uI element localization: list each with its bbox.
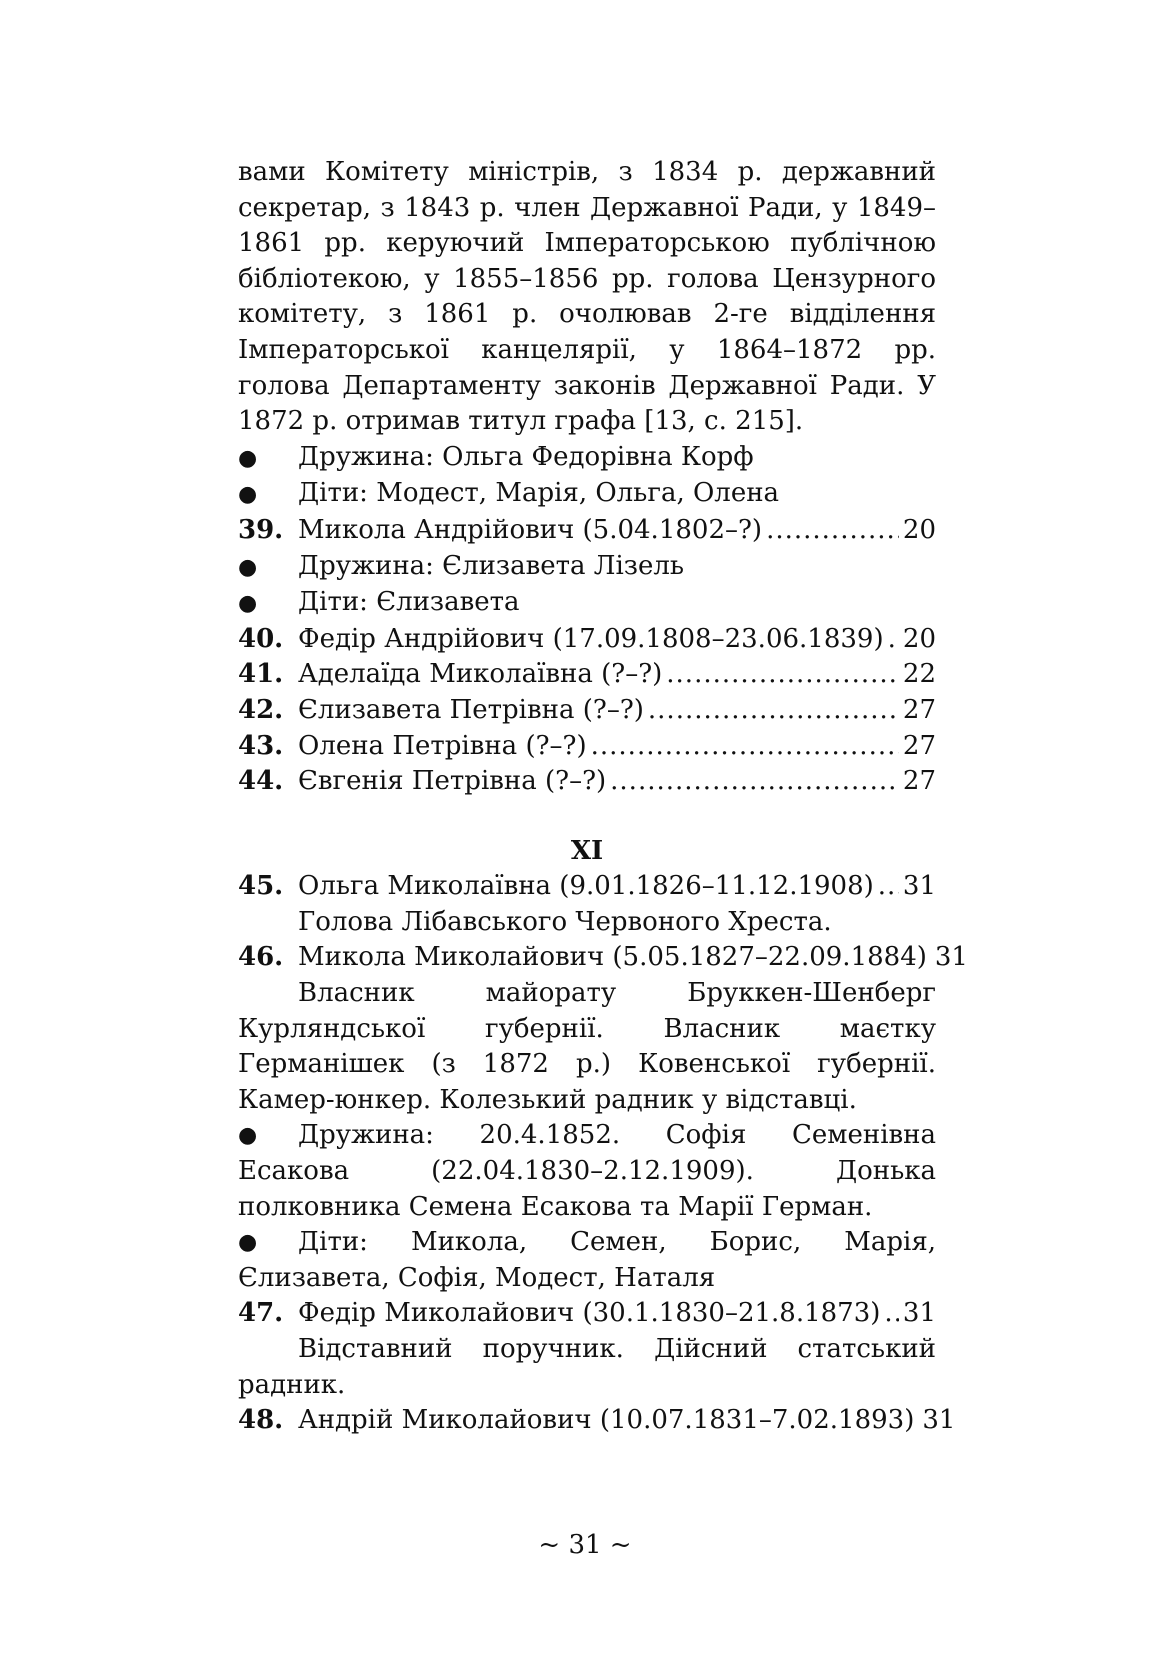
toc-entry: 43. Олена Петрівна (?–?) ..... 27 bbox=[238, 729, 936, 765]
bullet-icon: ● bbox=[238, 482, 258, 508]
leader-dots bbox=[648, 693, 899, 729]
bullet-icon: ● bbox=[238, 1230, 258, 1256]
bullet-icon: ● bbox=[238, 1123, 258, 1149]
toc-entry: 48. Андрій Миколайович (10.07.1831–7.02.1893) 31 bbox=[238, 1403, 936, 1439]
toc-entry: 42. Єлизавета Петрівна (?–?) ..... 27 bbox=[238, 693, 936, 729]
entry-description: Відставний поручник. Дійсний статський радник. bbox=[238, 1334, 936, 1400]
list-item: ● Дружина: 20.4.1852. Софія Семенівна Есакова (22.04.1830–2.12.1909). Донька полковника Семена Есакова та Марії Герман. bbox=[238, 1120, 936, 1222]
intro-paragraph: вами Комітету міністрів, з 1834 р. державний секретар, з 1843 р. член Державної Ради, у 1849–1861 рр. керуючий Імператорською публічною бібліотекою, у 1855–1856 рр. голова Цензурного комітету, з 1861 р. очолював 2-ге відділення Імператорської канцелярії, у 1864–1872 рр. голова Департаменту законів Державної Ради. У 1872 р. отримав титул графа [13, с. 215]. bbox=[238, 157, 936, 437]
page-ref: 31 bbox=[934, 942, 968, 973]
page-number: ~ 31 ~ bbox=[538, 1530, 632, 1560]
bullet-icon: ● bbox=[238, 445, 258, 471]
entry-description: Голова Лібавського Червоного Хреста. bbox=[298, 906, 832, 937]
toc-entry: 41. Аделаїда Миколаївна (?–?) ..... 22 bbox=[238, 657, 936, 693]
leader-dots bbox=[884, 1296, 898, 1332]
leader-dots bbox=[888, 622, 899, 658]
page-ref: 20 bbox=[902, 623, 936, 654]
page-ref: 22 bbox=[902, 659, 936, 690]
toc-entry: 39. Микола Андрійович (5.04.1802–?) ..... 20 bbox=[238, 513, 936, 549]
toc-entry: 44. Євгенія Петрівна (?–?) ..... 27 bbox=[238, 764, 936, 800]
list-item: ● Дружина: Єлизавета Лізель bbox=[238, 549, 936, 586]
list-item: ● Діти: Микола, Семен, Борис, Марія, Єлизавета, Софія, Модест, Наталя bbox=[238, 1227, 936, 1293]
list-item: ● Дружина: Ольга Федорівна Корф bbox=[238, 440, 936, 477]
leader-dots bbox=[610, 764, 899, 800]
list-item: ● Діти: Модест, Марія, Ольга, Олена bbox=[238, 476, 936, 513]
toc-entry: 46. Микола Миколайович (5.05.1827–22.09.1884) 31 bbox=[238, 940, 936, 976]
page-ref: 20 bbox=[902, 514, 936, 545]
toc-entry: 47. Федір Миколайович (30.1.1830–21.8.1873) ..... 31 bbox=[238, 1296, 936, 1332]
section-heading: XI bbox=[570, 835, 604, 866]
toc-entry: 45. Ольга Миколаївна (9.01.1826–11.12.1908) ..... 31 bbox=[238, 869, 936, 905]
bullet-icon: ● bbox=[238, 554, 258, 580]
page-ref: 31 bbox=[902, 871, 936, 902]
toc-entry: 40. Федір Андрійович (17.09.1808–23.06.1839) ..... 20 bbox=[238, 622, 936, 658]
page-body bbox=[238, 155, 968, 1439]
entry-description: Власник майорату Бруккен-Шенберг Курляндської губернії. Власник маєтку Германішек (з 1872 р.) Ковенської губернії. Камер-юнкер. Колезький радник у відставці. bbox=[238, 978, 936, 1115]
page-ref: 31 bbox=[922, 1405, 956, 1436]
leader-dots bbox=[591, 729, 899, 765]
leader-dots bbox=[666, 657, 899, 693]
leader-dots bbox=[766, 513, 899, 549]
page-ref: 31 bbox=[902, 1298, 936, 1329]
leader-dots bbox=[878, 869, 899, 905]
list-item: ● Діти: Єлизавета bbox=[238, 585, 936, 622]
bullet-icon: ● bbox=[238, 591, 258, 617]
page-ref: 27 bbox=[902, 730, 936, 761]
page-ref: 27 bbox=[902, 694, 936, 725]
page-ref: 27 bbox=[902, 766, 936, 797]
